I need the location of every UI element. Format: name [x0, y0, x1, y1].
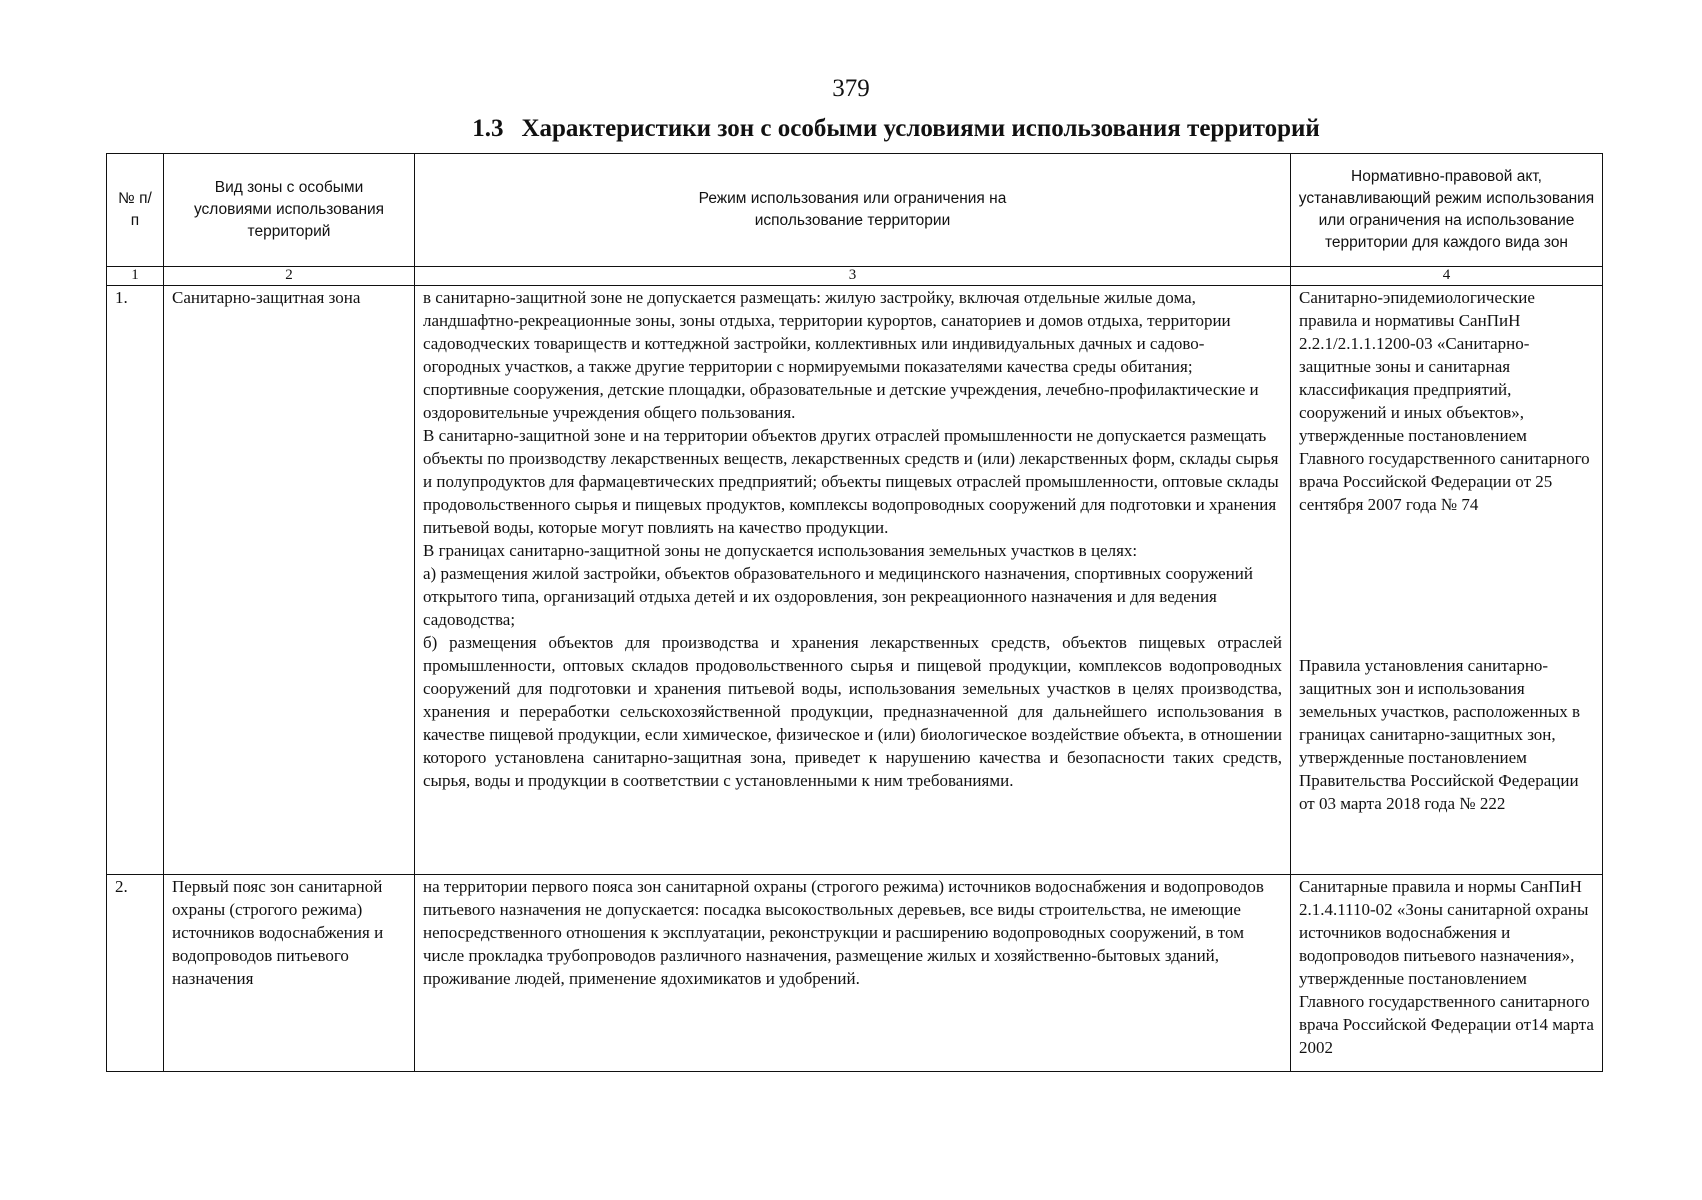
page-number: 379	[832, 75, 870, 102]
legal-act: Санитарно-эпидемиологические правила и нормативы СанПиН 2.2.1/2.1.1.1200-03 «Санитарно-защитные зоны и санитарная классификация предприятий, сооружений и иных объектов», утвержденные постановлением Главного государственного санитарного врача Российской Федерации от 25 сентября 2007 года № 74	[1299, 288, 1590, 514]
zones-table	[106, 153, 1603, 1072]
header-mode: Режим использования или ограничения на использование территории	[415, 154, 1291, 267]
column-number: 2	[164, 267, 415, 286]
mode-paragraph: В границах санитарно-защитной зоны не допускается использования земельных участков в целях:	[423, 541, 1138, 560]
header-num: № п/п	[107, 154, 164, 267]
section-title-text: Характеристики зон с особыми условиями использования территорий	[521, 115, 1320, 142]
mode-paragraph: а) размещения жилой застройки, объектов образовательного и медицинского назначения, спортивных сооружений открытого типа, организаций отдыха детей и их оздоровления, зон рекреационного назначения и для ведения садоводства;	[423, 564, 1253, 629]
legal-act: Правила установления санитарно-защитных зон и использования земельных участков, расположенных в границах санитарно-защитных зон, утвержденные постановлением Правительства Российской Федерации от 03 марта 2018 года № 222	[1299, 656, 1581, 813]
legal-act: Санитарные правила и нормы СанПиН 2.1.4.1110-02 «Зоны санитарной охраны источников водоснабжения и водопроводов питьевого назначения», утвержденные постановлением Главного государственного санитарного врача Российской Федерации от14 марта 2002	[1299, 877, 1594, 1057]
row-number: 2.	[107, 875, 164, 1072]
section-title	[0, 113, 1702, 145]
header-act: Нормативно-правовой акт, устанавливающий режим использования или ограничения на использование территории для каждого вида зон	[1291, 154, 1603, 267]
column-numbers-row	[107, 267, 1603, 286]
section-number: 1.3	[472, 115, 504, 142]
mode-paragraph: в санитарно-защитной зоне не допускается размещать: жилую застройку, включая отдельные жилые дома, ландшафтно-рекреационные зоны, зоны отдыха, территории курортов, санаториев и домов отдыха, территории садоводческих товариществ и коттеджной застройки, коллективных или индивидуальных дачных и садово-огородных участков, а также другие территории с нормируемыми показателями качества среды обитания; спортивные сооружения, детские площадки, образовательные и детские учреждения, лечебно-профилактические и оздоровительные учреждения общего пользования.	[423, 288, 1259, 422]
mode-cell	[415, 875, 1291, 1072]
column-number: 4	[1291, 267, 1603, 286]
column-number: 3	[415, 267, 1291, 286]
zone-type-cell: Санитарно-защитная зона	[164, 286, 415, 875]
legal-act-cell	[1291, 286, 1603, 875]
mode-cell	[415, 286, 1291, 875]
row-number: 1.	[107, 286, 164, 875]
mode-paragraph: б) размещения объектов для производства и хранения лекарственных средств, объектов пищевых отраслей промышленности, оптовых складов продовольственного сырья и пищевой продукции, комплексов водопроводных сооружений для подготовки и хранения питьевой воды, использования земельных участков в целях производства, хранения и переработки сельскохозяйственной продукции, предназначенной для дальнейшего использования в качестве пищевой продукции, если химическое, физическое и (или) биологическое воздействие объекта, в отношении которого установлена санитарно-защитная зона, приведет к нарушению качества и безопасности таких средств, сырья, воды и продукции в соответствии с установленными к ним требованиями.	[423, 633, 1282, 790]
header-zone-type: Вид зоны с особыми условиями использования территорий	[164, 154, 415, 267]
zone-type-cell: Первый пояс зон санитарной охраны (строгого режима) источников водоснабжения и водопроводов питьевого назначения	[164, 875, 415, 1072]
legal-act-cell	[1291, 875, 1603, 1072]
column-number: 1	[107, 267, 164, 286]
table-row	[107, 286, 1603, 875]
table-row	[107, 875, 1603, 1072]
mode-paragraph: В санитарно-защитной зоне и на территории объектов других отраслей промышленности не допускается размещать объекты по производству лекарственных веществ, лекарственных средств и (или) лекарственных форм, склады сырья и полупродуктов для фармацевтических предприятий; объекты пищевых отраслей промышленности, оптовые склады продовольственного сырья и пищевых продуктов, комплексы водопроводных сооружений для подготовки и хранения питьевой воды, которые могут повлиять на качество продукции.	[423, 426, 1279, 537]
table-header-row	[107, 154, 1603, 267]
legal-act-spacer	[1299, 516, 1594, 654]
mode-paragraph: на территории первого пояса зон санитарной охраны (строгого режима) источников водоснабжения и водопроводов питьевого назначения не допускается: посадка высокоствольных деревьев, все виды строительства, не имеющие непосредственного отношения к эксплуатации, реконструкции и расширению водопроводных сооружений, в том числе прокладка трубопроводов различного назначения, размещение жилых и хозяйственно-бытовых зданий, проживание людей, применение ядохимикатов и удобрений.	[423, 877, 1264, 988]
